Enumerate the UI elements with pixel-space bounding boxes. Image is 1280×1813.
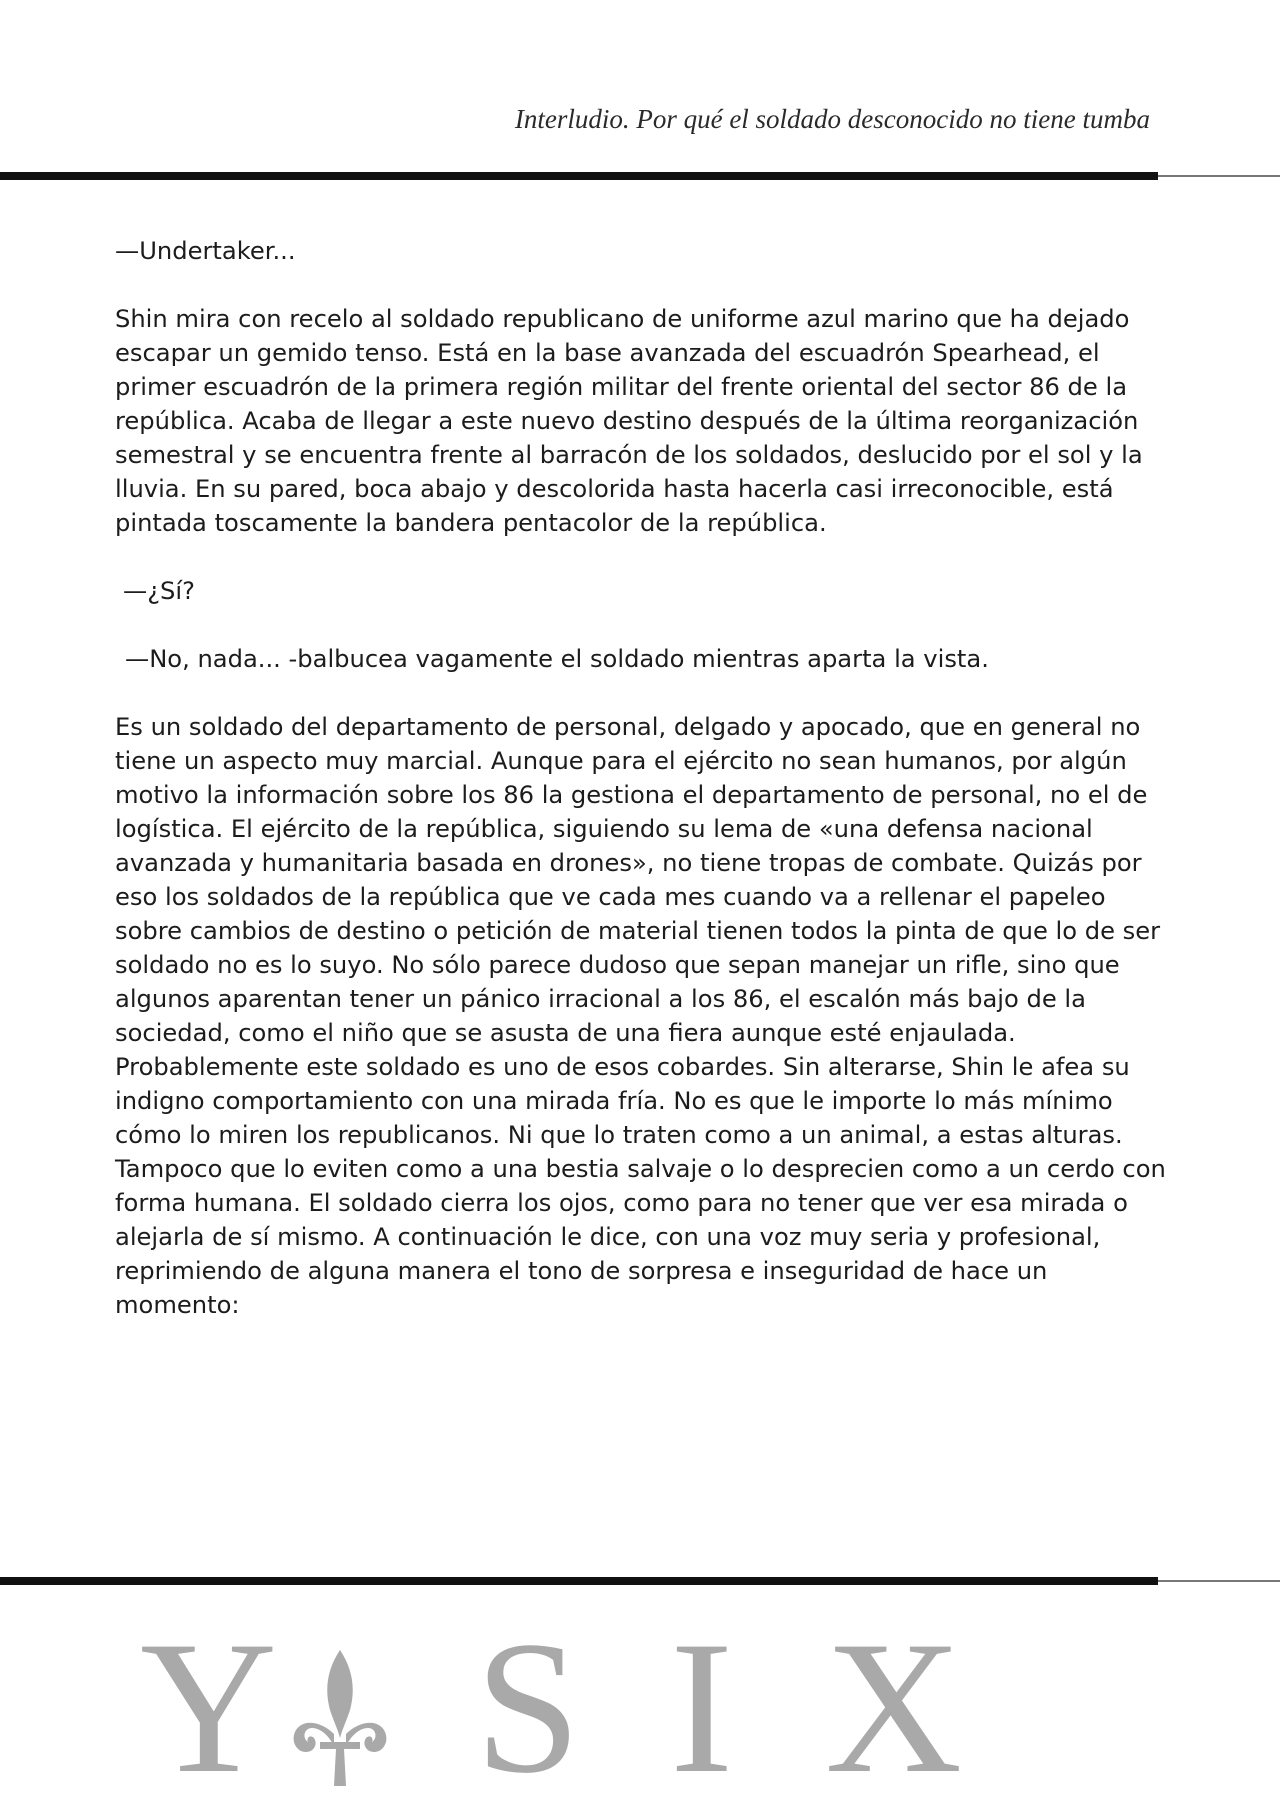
paragraph: Shin mira con recelo al soldado republicano de uniforme azul marino que ha dejado escapar un gemido tenso. Está en la base avanzada del escuadrón Spearhead, el primer escuadrón de la primera región militar del frente oriental del sector 86 de la república. Acaba de llegar a este nuevo destino después de la última reorganización semestral y se encuentra frente al barracón de los soldados, deslucido por el sol y la lluvia. En su pared, boca abajo y descolorida hasta hacerla casi irreconocible, está pintada toscamente la bandera pentacolor de la república.: [115, 305, 1143, 537]
logo-letter: X: [825, 1603, 963, 1813]
dialogue-line: —Undertaker...: [115, 237, 296, 265]
publisher-logo: [140, 1603, 963, 1813]
bottom-divider: [0, 1571, 1280, 1591]
logo-letter: I: [670, 1603, 734, 1813]
top-divider: [0, 166, 1280, 186]
logo-letter: S: [475, 1603, 581, 1813]
page-text: [115, 234, 1177, 1322]
dialogue-line: —¿Sí?: [123, 577, 195, 605]
dialogue-line: —No, nada... -balbucea vagamente el soldado mientras aparta la vista.: [125, 645, 989, 673]
fleur-de-lis-icon: [290, 1648, 390, 1788]
chapter-title: Interludio. Por qué el soldado desconocido no tiene tumba: [514, 104, 1150, 134]
paragraph: Es un soldado del departamento de personal, delgado y apocado, que en general no tiene un aspecto muy marcial. Aunque para el ejército no sean humanos, por algún motivo la información sobre los 86 la gestiona el departamento de personal, no el de logística. El ejército de la república, siguiendo su lema de «una defensa nacional avanzada y humanitaria basada en drones», no tiene tropas de combate. Quizás por eso los soldados de la república que ve cada mes cuando va a rellenar el papeleo sobre cambios de destino o petición de material tienen todos la pinta de que lo de ser soldado no es lo suyo. No sólo parece dudoso que sepan manejar un rifle, sino que algunos aparentan tener un pánico irracional a los 86, el escalón más bajo de la sociedad, como el niño que se asusta de una fiera aunque esté enjaulada. Probablemente este soldado es uno de esos cobardes. Sin alterarse, Shin le afea su indigno comportamiento con una mirada fría. No es que le importe lo más mínimo cómo lo miren los republicanos. Ni que lo traten como a un animal, a estas alturas. Tampoco que lo eviten como a una bestia salvaje o lo desprecien como a un cerdo con forma humana. El soldado cierra los ojos, como para no tener que ver esa mirada o alejarla de sí mismo. A continuación le dice, con una voz muy seria y profesional, reprimiendo de alguna manera el tono de sorpresa e inseguridad de hace un momento:: [115, 713, 1166, 1319]
logo-letter: Y: [140, 1603, 278, 1813]
